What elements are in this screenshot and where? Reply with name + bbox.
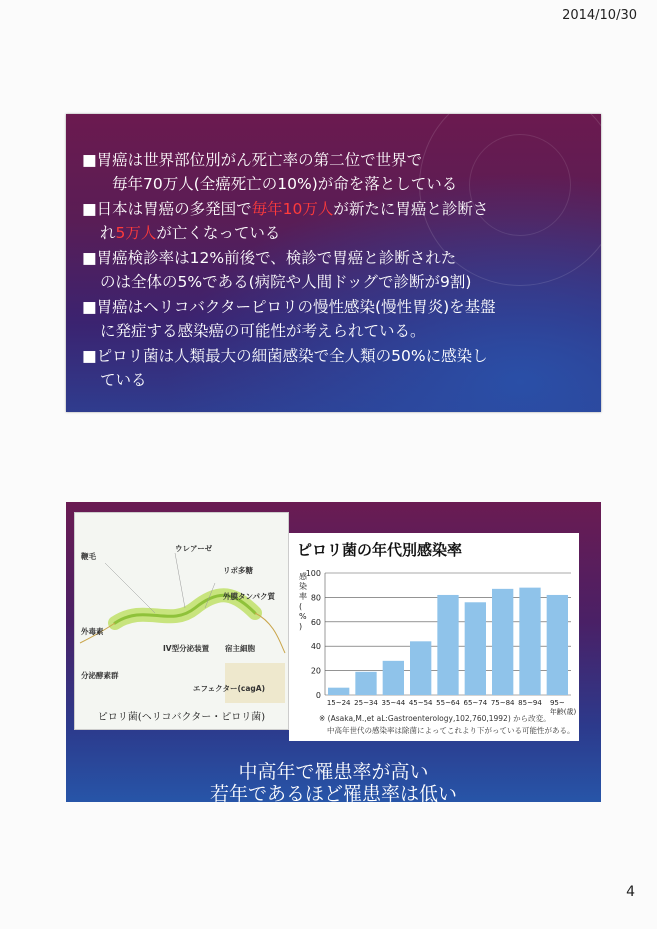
label-omp: 外膜タンパク質 [223, 592, 275, 601]
y-tick-label: 60 [310, 617, 321, 627]
label-flagellum: 鞭毛 [81, 552, 96, 561]
bar [492, 589, 513, 695]
infection-rate-chart [289, 533, 579, 741]
bullet-text: れ [100, 224, 116, 242]
slide-2 [66, 502, 601, 802]
y-tick-label: 40 [310, 642, 321, 652]
bullet-marker: ■ [82, 298, 97, 316]
bullet-text: 胃癌はヘリコバクターピロリの慢性感染(慢性胃炎)を基盤 [96, 298, 496, 316]
x-tick-label: 25~34 [354, 699, 378, 707]
label-effector: エフェクター(cagA) [193, 684, 266, 693]
bullet-line-2: に発症する感染癌の可能性が考えられている。 [100, 322, 426, 340]
label-lps: リポ多糖 [223, 566, 253, 575]
bullet-item [82, 295, 592, 343]
slide-1 [66, 114, 601, 412]
label-exotoxin: 外毒素 [81, 627, 104, 636]
label-urease: ウレアーゼ [175, 544, 213, 553]
bar [383, 661, 404, 695]
bar [547, 595, 568, 695]
x-tick-label: 95~ [549, 699, 565, 707]
x-tick-label: 45~54 [408, 699, 433, 707]
label-t4ss: IV型分泌装置 [163, 644, 210, 653]
footer-line-2: 若年であるほど罹患率は低い [209, 783, 457, 802]
y-axis-label: 感染率( % ) [299, 572, 307, 631]
highlight-text: 5万人 [115, 224, 157, 242]
x-tick-label: 65~74 [463, 699, 488, 707]
page-date: 2014/10/30 [562, 8, 637, 23]
footer-line-1: 中高年で罹患率が高い [238, 761, 429, 783]
x-tick-label: 75~84 [490, 699, 515, 707]
bar [410, 641, 431, 695]
chart-note-1: ※ (Asaka,M.,et aL:Gastroenterology,102,760,1992) から改変。 [319, 714, 551, 723]
bullet-item [82, 344, 592, 392]
bullet-line [82, 246, 592, 270]
bar [328, 688, 349, 695]
bullet-line [82, 344, 592, 368]
x-tick-label: 55~64 [436, 699, 460, 707]
y-tick-label: 0 [315, 691, 321, 700]
bullet-line-2: ている [100, 371, 147, 389]
highlight-text: 毎年10万人 [251, 200, 334, 218]
pylori-illustration [74, 512, 289, 730]
bullet-line [82, 148, 592, 172]
bullet-text: ピロリ菌は人類最大の細菌感染で全人類の50%に感染し [96, 347, 488, 365]
bullet-text: 胃癌検診率は12%前後で、検診で胃癌と診断された [96, 249, 457, 267]
bullet-marker: ■ [82, 347, 97, 365]
y-tick-label: 20 [310, 666, 321, 676]
chart-title: ピロリ菌の年代別感染率 [297, 541, 463, 559]
bullet-marker: ■ [82, 151, 97, 169]
bullet-text: が新たに胃癌と診断さ [333, 200, 489, 218]
bullet-list [82, 148, 592, 393]
bar [465, 602, 486, 695]
bullet-line [82, 295, 592, 319]
y-tick-label: 100 [305, 569, 321, 578]
chart-note-2: 中高年世代の感染率は除菌によってこれより下がっている可能性がある。 [327, 726, 575, 735]
bullet-text: 日本は胃癌の多発国で [96, 200, 252, 218]
label-secreted-enzymes: 分泌酵素群 [81, 671, 119, 680]
bar [355, 672, 376, 695]
bullet-item [82, 197, 592, 245]
bullet-marker: ■ [82, 249, 97, 267]
x-axis-label: 年齢(歳) [549, 708, 577, 716]
label-host-cell: 宿主細胞 [225, 644, 255, 653]
y-tick-label: 80 [310, 593, 321, 603]
bullet-line-2: のは全体の5%である(病院や人間ドッグで診断が9割) [100, 273, 472, 291]
illustration-caption: ピロリ菌(ヘリコバクター・ピロリ菌) [97, 712, 266, 723]
bullet-text: が亡くなっている [156, 224, 281, 242]
bar [519, 588, 540, 695]
bullet-line-2 [82, 221, 592, 245]
bullet-marker: ■ [82, 200, 97, 218]
bullet-item [82, 246, 592, 294]
bullet-line-2: 毎年70万人(全癌死亡の10%)が命を落としている [112, 175, 458, 193]
chart-svg [289, 533, 579, 741]
x-tick-label: 35~44 [381, 699, 406, 707]
bullet-line [82, 197, 592, 221]
bar [437, 595, 458, 695]
page-number: 4 [626, 884, 635, 900]
x-tick-label: 15~24 [326, 699, 351, 707]
x-tick-label: 85~94 [518, 699, 542, 707]
bullet-text: 胃癌は世界部位別がん死亡率の第二位で世界で [96, 151, 423, 169]
bullet-item [82, 148, 592, 196]
